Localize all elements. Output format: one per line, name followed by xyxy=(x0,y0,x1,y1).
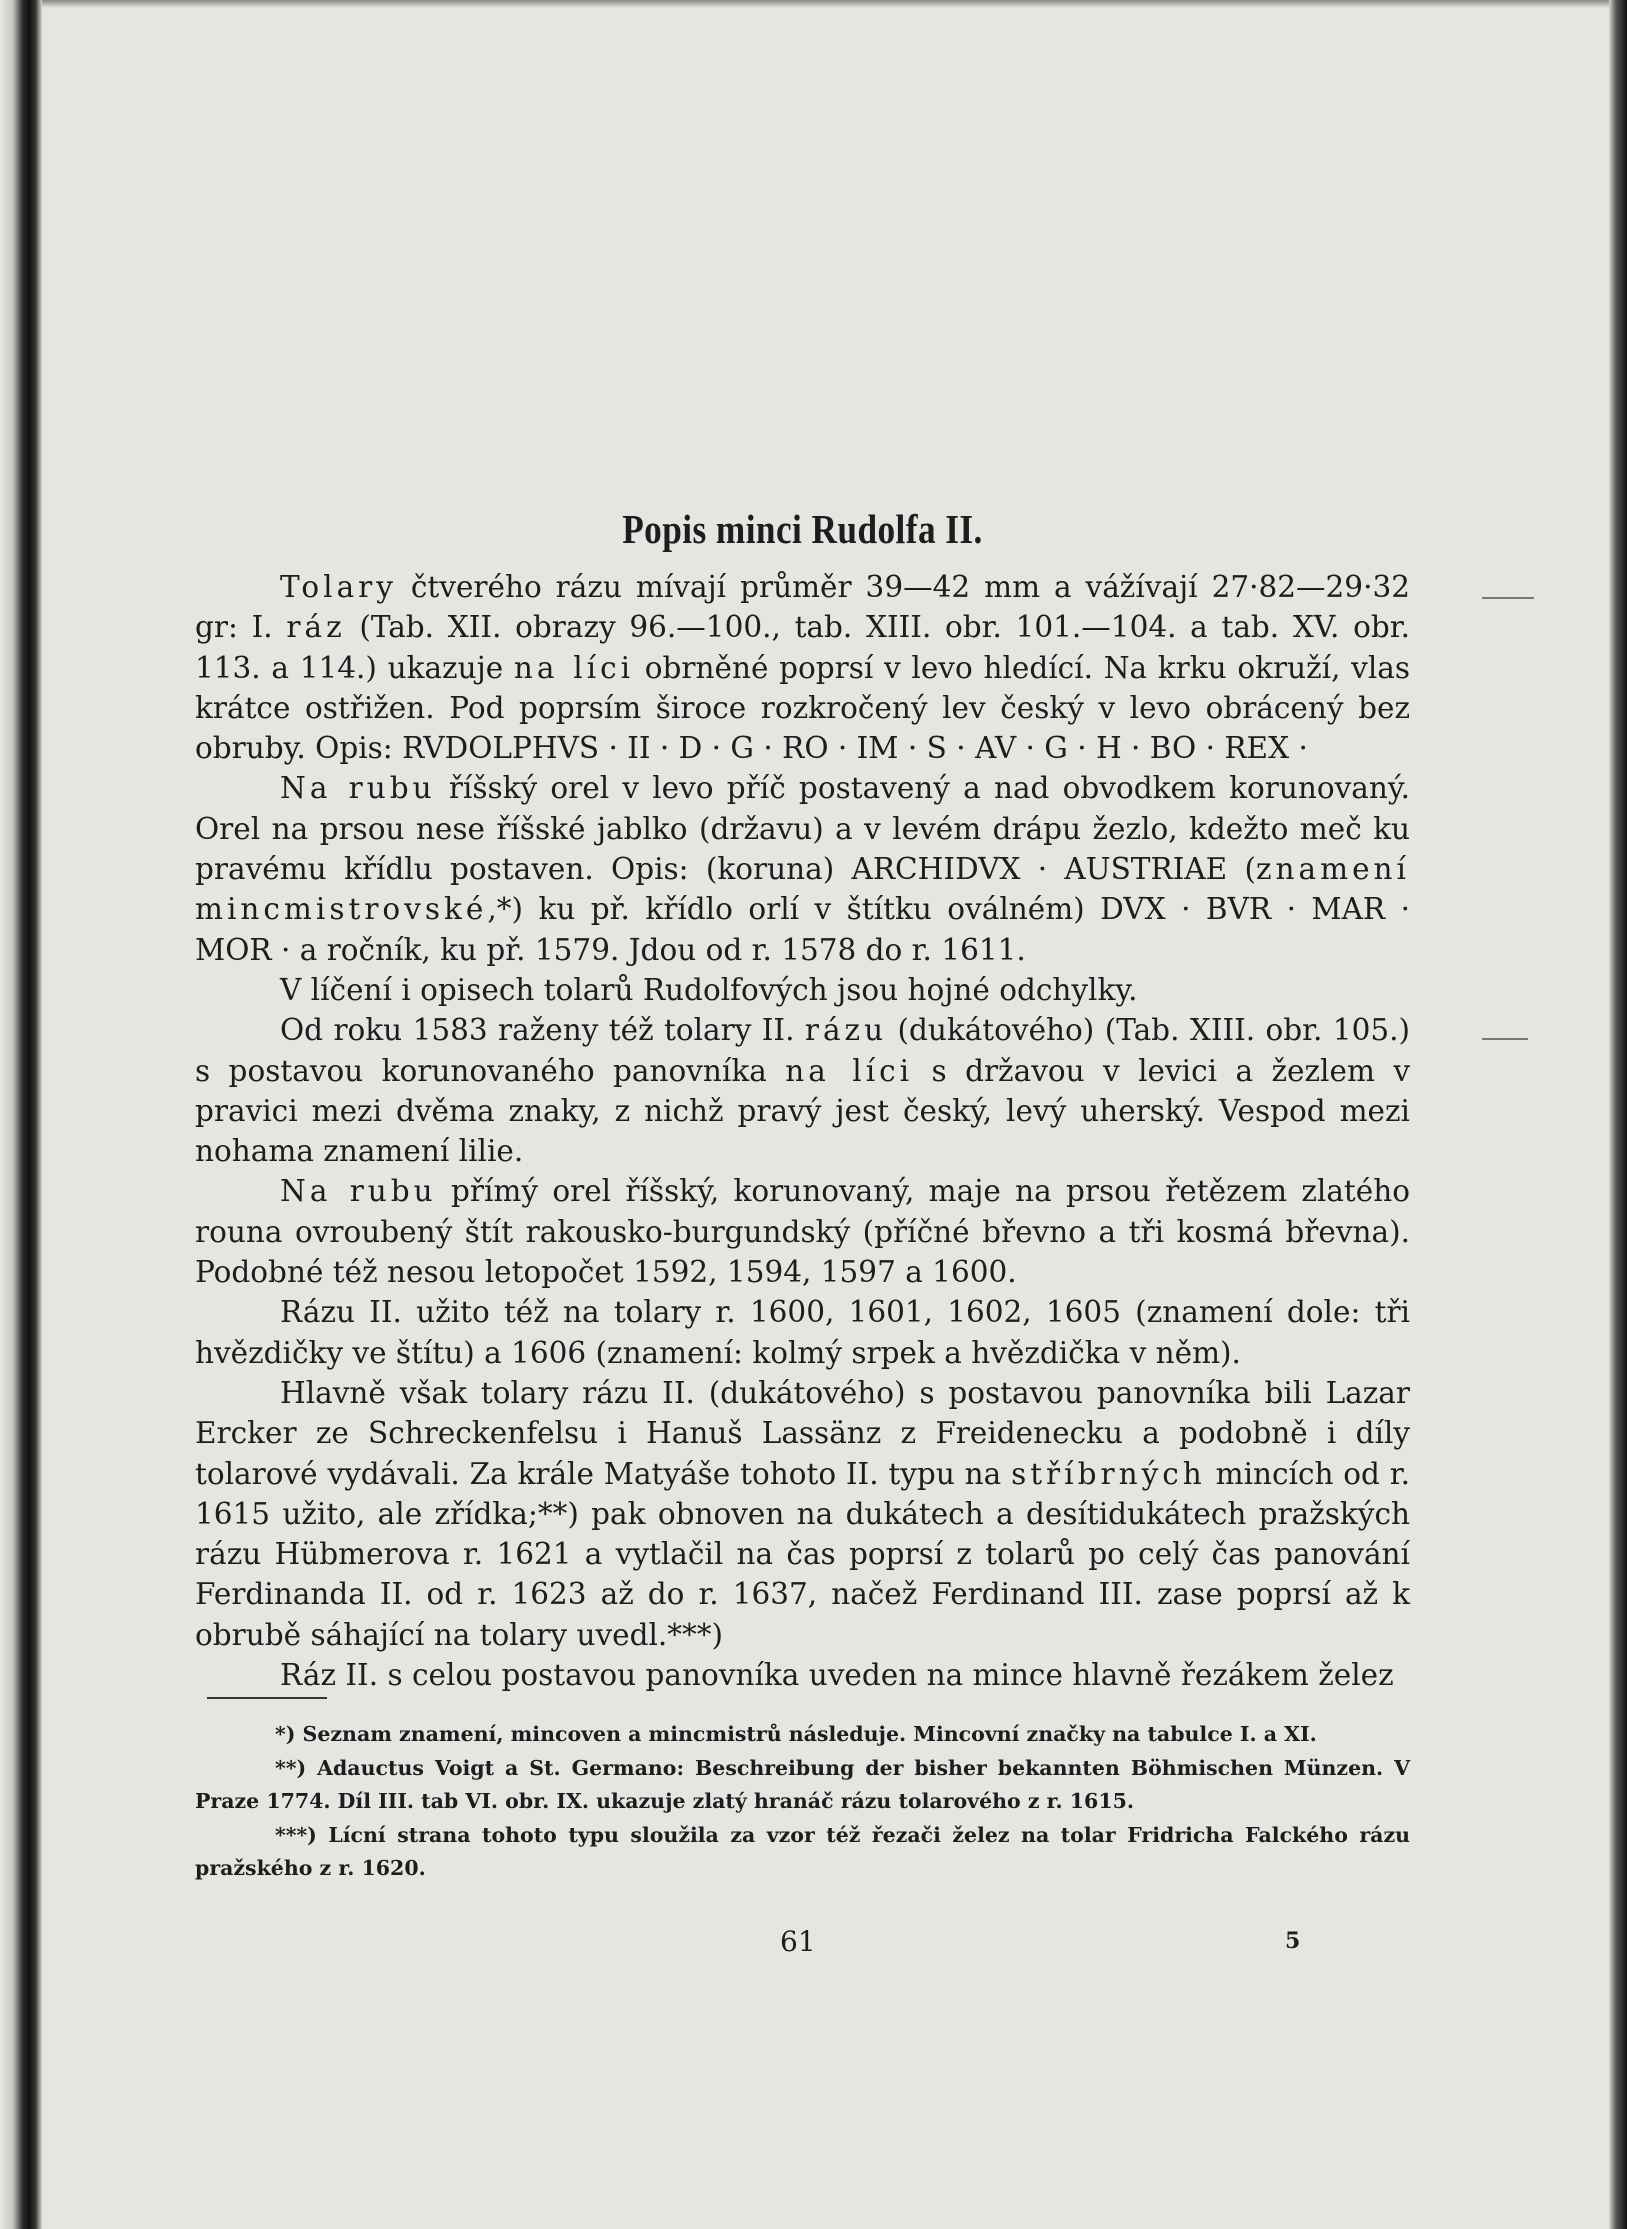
text-run: Hlavně však tolary rázu II. (dukátového) s postavou panovníka bili Lazar Ercker ze Schreckenfelsu i Hanuš Lassänz z Freidenecku a podobně i díly tolarové vydávali. Za krále Matyáše tohoto II. typu na xyxy=(195,1375,1410,1491)
text-run: ,*) ku př. křídlo orlí v štítku oválném) DVX · BVR · MAR · MOR · a ročník, ku př. 1579. Jdou od r. 1578 do r. 1611. xyxy=(195,892,1410,967)
footnote: ***) Lícní strana tohoto typu sloužila za vzor též řezači želez na tolar Fridricha Falckého rázu pražského z r. 1620. xyxy=(195,1822,1410,1880)
right-edge xyxy=(1609,0,1627,2229)
page-content xyxy=(195,0,1410,2229)
footnotes xyxy=(195,1718,1410,1886)
text-run: mincích od r. 1615 užito, ale zřídka;**) pak obnoven na dukátech a desítidukátech pražských rázu Hübmerova r. 1621 a vytlačil na čas poprsí z tolarů po celý čas panování Ferdinanda II. od r. 1623 až do r. 1637, načež Ferdinand III. zase poprsí až k obrubě sáhající na tolary uvedl.***) xyxy=(195,1456,1411,1652)
paragraph xyxy=(195,970,1410,1010)
book-spine xyxy=(0,0,42,2229)
text-run: obrněné poprsí v levo hledící. Na krku okruží, vlas krátce ostřižen. Pod poprsím široce rozkročený lev český v levo obrácený bez obruby. Opis: RVDOLPHVS · II · D · G · RO · IM · S · AV · G · H · BO · REX · xyxy=(195,650,1410,766)
signature-mark: 5 xyxy=(1285,1928,1301,1954)
spaced-text: na líci xyxy=(785,1053,914,1088)
spaced-text: na líci xyxy=(513,650,635,685)
spaced-text: znamení mincmistrovské xyxy=(195,852,1410,927)
spaced-text: Na rubu xyxy=(280,771,436,806)
paragraph xyxy=(195,1292,1410,1373)
page-number: 61 xyxy=(780,1925,816,1958)
page-title: Popis minci Rudolfa II. xyxy=(622,506,983,552)
text-run: s državou v levici a žezlem v pravici mezi dvěma znaky, z nichž pravý jest český, levý uherský. Vespod mezi nohama znamení lilie. xyxy=(195,1053,1411,1169)
body-text xyxy=(195,567,1410,1695)
text-run: V líčení i opisech tolarů Rudolfových jsou hojné odchylky. xyxy=(280,972,1138,1007)
spaced-text: ráz xyxy=(286,610,346,645)
paragraph xyxy=(195,768,1410,969)
margin-mark xyxy=(1482,597,1534,599)
text-run: říšský orel v levo příč postavený a nad obvodkem korunovaný. Orel na prsou nese říšské jablko (državu) a v levém drápu žezlo, kdežto meč ku pravému křídlu postaven. Opis: (koruna) ARCHIDVX · AUSTRIAE ( xyxy=(195,771,1410,887)
footnote: *) Seznam znamení, mincoven a mincmistrů následuje. Mincovní značky na tabulce I. a XI. xyxy=(275,1722,1317,1746)
spaced-text: stříbrných xyxy=(1011,1456,1206,1491)
paragraph xyxy=(195,1655,1410,1695)
text-run: přímý orel říšský, korunovaný, maje na prsou řetězem zlatého rouna ovroubený štít rakousko-burgundský (příčné břevno a tři kosmá břevna). Podobné též nesou letopočet 1592, 1594, 1597 a 1600. xyxy=(195,1174,1410,1290)
paragraph xyxy=(195,567,1410,768)
paragraph xyxy=(195,1010,1410,1171)
margin-mark xyxy=(1482,1038,1528,1040)
spaced-text: Tolary xyxy=(280,570,397,604)
text-run: Od roku 1583 raženy též tolary II. xyxy=(280,1013,805,1048)
footnote-separator xyxy=(207,1697,327,1699)
paragraph xyxy=(195,1373,1410,1655)
text-run: Ráz II. s celou postavou panovníka uveden na mince hlavně řezákem želez xyxy=(280,1658,1394,1693)
paragraph xyxy=(195,1171,1410,1292)
text-run: (Tab. XII. obrazy 96.—100., tab. XIII. obr. 101.—104. a tab. XV. obr. 113. a 114.) ukazuje xyxy=(195,610,1410,685)
text-run: Rázu II. užito též na tolary r. 1600, 1601, 1602, 1605 (znamení dole: tři hvězdičky ve štítu) a 1606 (znamení: kolmý srpek a hvězdička v něm). xyxy=(195,1295,1410,1370)
text-run: čtverého rázu mívají průměr 39—42 mm a vážívají 27·82—29·32 gr: I. xyxy=(195,570,1410,645)
text-run: (dukátového) (Tab. XIII. obr. 105.) s postavou korunovaného panovníka xyxy=(195,1013,1410,1088)
spaced-text: rázu xyxy=(804,1013,888,1048)
footnote: **) Adauctus Voigt a St. Germano: Beschreibung der bisher bekannten Böhmischen Münzen. V Praze 1774. Díl III. tab VI. obr. IX. ukazuje zlatý hranáč rázu tolarového z r. 1615. xyxy=(195,1755,1410,1813)
spaced-text: Na rubu xyxy=(280,1174,437,1209)
